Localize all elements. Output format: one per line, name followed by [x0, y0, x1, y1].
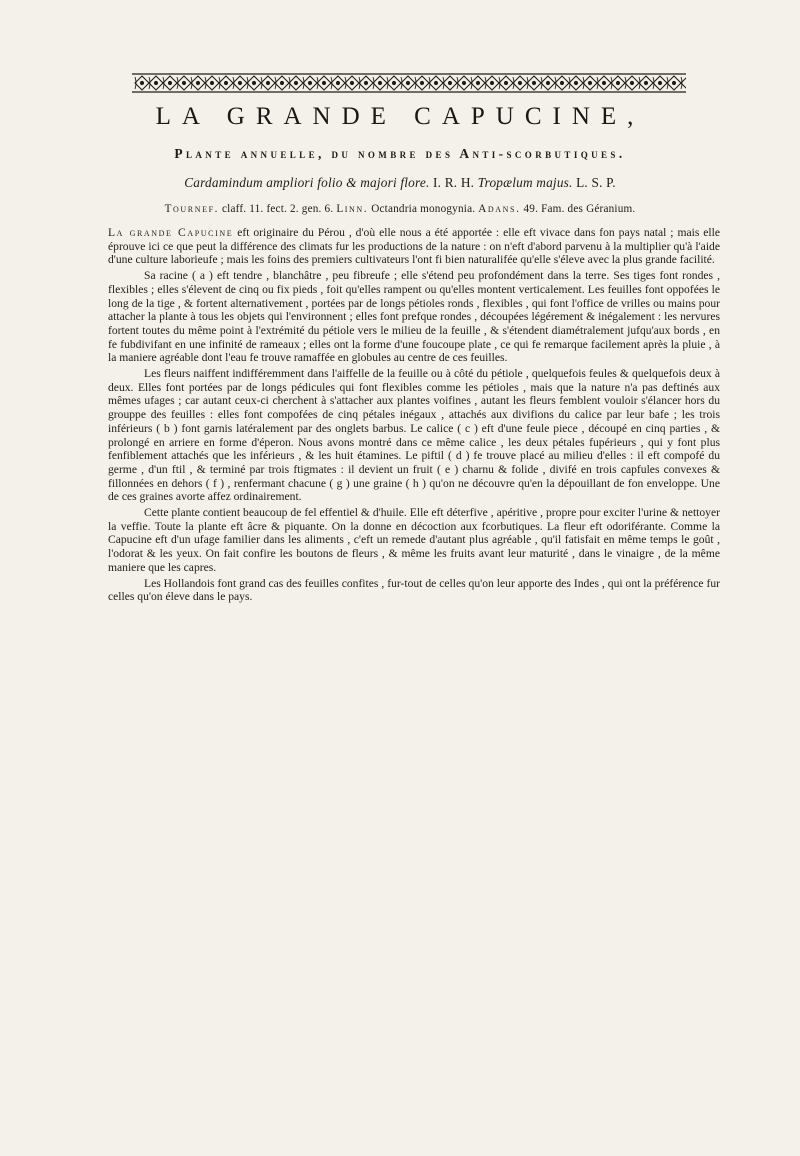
ornament-dot — [168, 81, 172, 85]
page-title: LA GRANDE CAPUCINE, — [155, 103, 645, 130]
article-body — [108, 226, 720, 606]
ornament-dot — [448, 81, 452, 85]
ornament-pattern — [132, 74, 686, 92]
ornament-dot — [196, 81, 200, 85]
ornament-dot — [154, 81, 158, 85]
synonym-tropaelum: Tropælum majus. — [477, 175, 573, 190]
ornament-dot — [280, 81, 284, 85]
ornament-dot — [588, 81, 592, 85]
ornament-dot — [490, 81, 494, 85]
synonym-cardamindum: Cardamindum ampliori folio & majori flore. — [184, 175, 430, 190]
ornament-dot — [350, 81, 354, 85]
ornament-dot — [252, 81, 256, 85]
ornament-dot — [406, 81, 410, 85]
ornament-dot — [392, 81, 396, 85]
ornament-dot — [672, 81, 676, 85]
decorative-header-band-icon — [132, 72, 686, 94]
ornament-dot — [336, 81, 340, 85]
ornament-dot — [532, 81, 536, 85]
botanical-synonyms — [0, 175, 800, 191]
ornament-dot — [434, 81, 438, 85]
ornament-dot — [560, 81, 564, 85]
ornament-dot — [462, 81, 466, 85]
paragraph-lead-words: La grande Capucine — [108, 226, 234, 239]
ornament-dot — [140, 81, 144, 85]
ornament-dot — [476, 81, 480, 85]
ornament-dot — [546, 81, 550, 85]
author-adans: Adans. — [478, 203, 521, 215]
author-linn: Linn. — [336, 203, 369, 215]
ornament-dot — [518, 81, 522, 85]
ornament-dot — [602, 81, 606, 85]
paragraph-properties: Cette plante contient beaucoup de fel effentiel & d'huile. Elle eft déterfive , apéritive , propre pour exciter l'urine & nettoyer la veffie. Toute la plante eft âcre & piquante. On la donne en décoction aux fcorbutiques. La fleur eft odoriférante. Comme la Capucine eft d'un ufage familier dans les aliments , c'eft un remede d'autant plus agréable , qu'il fatisfait en même temps le goût , l'odorat & les yeux. On fait confire les boutons de fleurs , & même les fruits avant leur maturité , dans le vinaigre , de la même maniere que les capres. — [108, 506, 720, 574]
paragraph-origin — [108, 226, 720, 267]
paragraph-origin-text: eft originaire du Pérou , d'où elle nous a été apportée : elle eft vivace dans fon pays natal ; mais elle éprouve ici ce que peut la différence des climats fur les productions de la nature : on n'eft d'abord parvenu à la multiplier qu'à l'aide d'une culture laborieufe ; mais les foins des premiers cultivateurs l'ont fi bien naturalifée qu'elle s'éleve avec la plus grande facilité. — [108, 226, 721, 267]
ornament-dot — [644, 81, 648, 85]
ornament-dot — [574, 81, 578, 85]
synonym-irh: I. R. H. — [429, 175, 478, 190]
ornament-dot — [210, 81, 214, 85]
class-ref-linn: Octandria monogynia. — [368, 203, 479, 215]
class-ref-adans: 49. Fam. des Géranium. — [520, 203, 636, 215]
ornament-dot — [308, 81, 312, 85]
ornament-dot — [658, 81, 662, 85]
ornament-dot — [504, 81, 508, 85]
paragraph-flowers: Les fleurs naiffent indifféremment dans l'aiffelle de la feuille ou à côté du pétiole , quelquefois feules & quelquefois deux à deux. Elles font portées par de longs pédicules qui font flexibles comme les pétioles , mais que la nature n'a pas deftinés aux mêmes ufages ; car autant ceux-ci cherchent à s'attacher aux plantes voifines , autant les fleurs femblent vouloir s'élancer hors du grouppe des feuilles : elles font compofées de cinq pétales inégaux , attachés aux divifions du calice par leur bafe ; les trois inférieurs ( b ) font garnis latéralement par des onglets barbus. Le calice ( c ) eft d'une feule piece , découpé en cinq parties , & prolongé en arriere en forme d'éperon. Nous avons montré dans ce même calice , les deux pétales fupérieurs , qui y font plus fenfiblement attachés que les inférieurs , & les huit étamines. Le piftil ( d ) fe trouve placé au milieu d'elles : il eft compofé du germe , d'un ftil , & terminé par trois ftigmates : il devient un fruit ( e ) charnu & folide , divifé en trois capfules convexes & fillonnées en dehors ( f ) , renfermant chacune ( g ) une graine ( h ) qu'on ne découvre qu'en la dépouillant de fon enveloppe. Une de ces graines avorte affez ordinairement. — [108, 367, 720, 504]
ornament-dot — [294, 81, 298, 85]
ornament-dot — [378, 81, 382, 85]
ornament-dot — [420, 81, 424, 85]
ornament-dot — [224, 81, 228, 85]
class-ref-tournef: claff. 11. fect. 2. gen. 6. — [219, 203, 337, 215]
ornament-dot — [266, 81, 270, 85]
author-tournef: Tournef. — [164, 203, 220, 215]
paragraph-root-stem-leaves: Sa racine ( a ) eft tendre , blanchâtre , peu fibreufe ; elle s'étend peu profondément dans la terre. Ses tiges font rondes , flexibles ; elles s'élevent de cinq ou fix pieds , foit qu'elles rampent ou qu'elles montent verticalement. Les feuilles font oppofées le long de la tige , & fortent alternativement , portées par de longs pétioles ronds , flexibles , qui font l'office de vrilles ou mains pour attacher la plante à tous les objets qui l'environnent ; elles font prefque rondes , découpées légérement & inégalement : les nervures fortent toutes du même point à l'extrémité du pétiole vers le milieu de la feuille , & s'étendent diamétralement jufqu'aux bords , en fe fubdivifant en une infinité de rameaux ; elles ont la forme d'une foucoupe plate , ce qui fe remarque facilement après la pluie , à la maniere agréable dont l'eau fe trouve ramaffée en globules au centre de ces feuilles. — [108, 269, 720, 365]
ornament-dot — [630, 81, 634, 85]
ornament-dot — [182, 81, 186, 85]
ornament-dot — [322, 81, 326, 85]
ornament-dot — [364, 81, 368, 85]
synonym-lsp: L. S. P. — [572, 175, 616, 190]
ornament-dot — [616, 81, 620, 85]
classification-line — [0, 203, 800, 215]
ornament-dot — [238, 81, 242, 85]
paragraph-hollandois: Les Hollandois font grand cas des feuilles confites , fur-tout de celles qu'on leur apporte des Indes , qui ont la préférence fur celles qu'on éleve dans le pays. — [108, 576, 720, 604]
page-subtitle: Plante annuelle, du nombre des Anti-scorbutiques. — [174, 146, 626, 161]
